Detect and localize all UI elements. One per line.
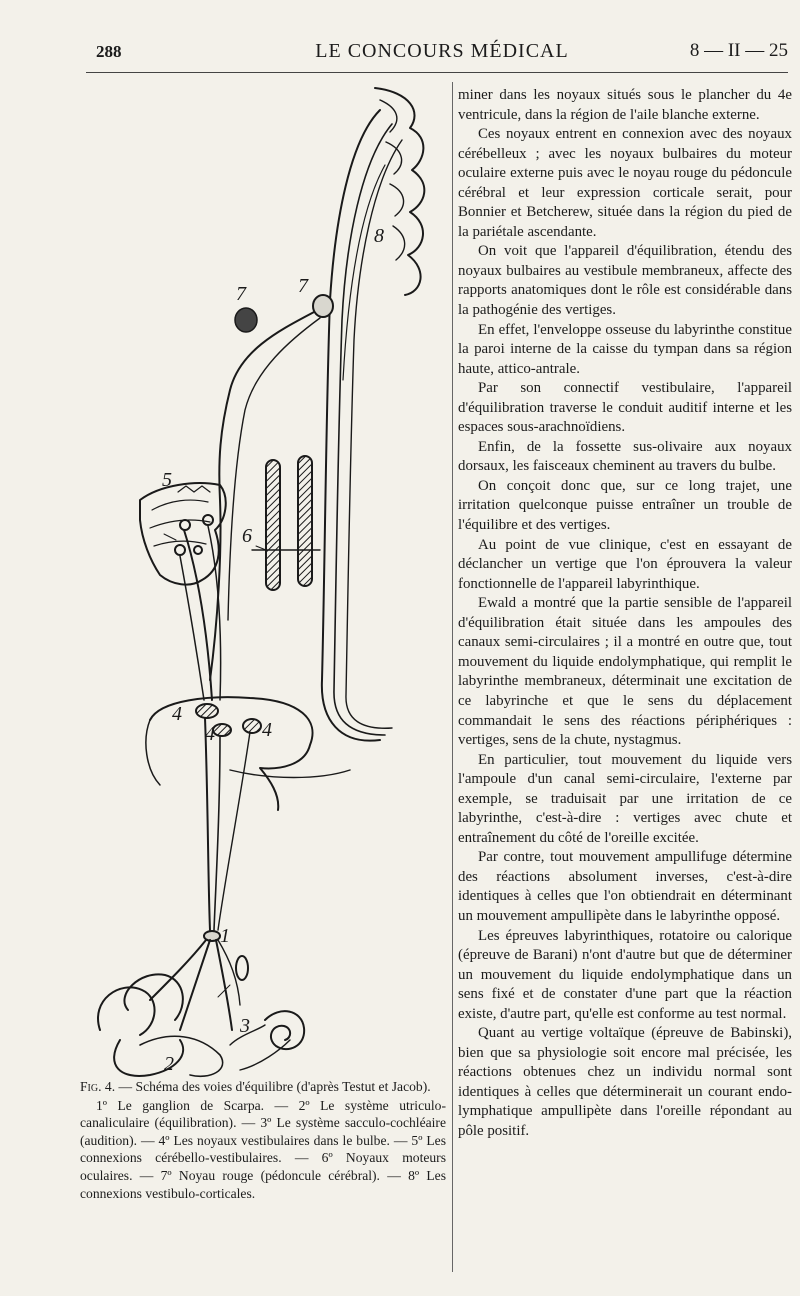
paragraph: En effet, l'enveloppe osseuse du labyrinthe constitue la paroi interne de la caisse du tympan dans sa région haute, attico-antrale. [458,321,792,377]
vestibular-pathways-diagram [80,80,450,1080]
figure-label-8: 8 [374,225,384,247]
journal-title: LE CONCOURS MÉDICAL [315,40,569,62]
cochlea [265,1011,304,1049]
figure-label-7b: 7 [298,275,308,297]
page-number: 288 [96,42,122,61]
paragraph: En particulier, tout mouvement du liquide vers l'ampoule d'un canal semi-circulaire, l'externe par exemple, se traduisait par une irritation de ce labyrinthe, c'est-à-dire : vertiges avec chute et entraînement du côté de l'oreille excitée. [458,751,792,846]
figure-label-4a: 4 [172,703,182,725]
vestibular-nucleus-a [196,704,218,718]
paragraph: Les épreuves labyrinthiques, rotatoire ou calorique (épreuve de Barani) n'ont d'autre but que de déterminer un mouvement du liquide endolymphatique dans un sens fixé et de constater d'une part que la réaction existe, d'autre part, qu'elle est conforme au test normal. [458,927,792,1022]
figure-caption [80,1078,446,1203]
body-text-column [458,86,792,1142]
paragraph: On voit que l'appareil d'équilibration, étendu des noyaux bulbaires au vestibule membraneux, affecte des rapports anatomiques dont le rôle est considérable dans la pathogénie des vertiges. [458,243,792,319]
paragraph: Par contre, tout mouvement ampullifuge détermine des réactions absolument inverses, c'est-à-dire identiques à celles que l'on obtiendrait en déterminant un mouvement ampullipète dans le labyrinthe opposé. [458,849,792,924]
paragraph: Quant au vertige voltaïque (épreuve de Babinski), bien que sa physiologie soit encore mal précisée, les réactions obtenues chez un individu normal sont identiques à celles que déterminerait un courant endo-lymphatique ampullipète dans l'oreille répondant au pôle positif. [458,1025,792,1139]
figure-label-4c: 4 [262,719,272,741]
vestibular-nerve [205,718,210,930]
header-rule [86,72,788,73]
figure-caption-label: Fig. 4. [80,1079,116,1094]
vestibular-nucleus-b [213,724,231,736]
figure-label-2: 2 [164,1053,174,1075]
issue-date: 8 — II — 25 [689,40,788,61]
red-nucleus-node [313,295,333,317]
paragraph: Ces noyaux entrent en connexion avec des noyaux cérébelleux ; avec les noyaux bulbaires du moteur oculaire externe puis avec le noyau rouge du pédoncule cérébral et leur expression corticale serait, pour Bonnier et Betcherew, située dans la région du pied de la pariétale ascendante. [458,126,792,240]
paragraph: Ewald a montré que la partie sensible de l'appareil d'équilibration était située dans les ampoules des canaux semi-circulaires ; il a montré en outre que, tout mouvement du liquide endolymphatique, qui remplit le labyrinthe membraneux, déterminait une excitation de ce labyrinche et que le sens du déplacement commandait le sens des réactions périphériques : vertiges, sens de la chute, nystagmus. [458,595,792,749]
figure-label-4b: 4 [205,723,215,745]
red-nucleus-hatched [235,308,257,332]
column-divider [452,82,453,1272]
figure-label-5: 5 [162,469,172,491]
paragraph: Enfin, de la fossette sus-olivaire aux noyaux dorsaux, les faisceaux cheminent au travers du bulbe. [458,438,792,475]
oculomotor-nucleus-left [266,460,280,590]
oculomotor-nucleus-right [298,456,312,586]
running-header [96,36,788,66]
paragraph: Par son connectif vestibulaire, l'appareil d'équilibration traverse le conduit auditif interne et les espaces sous-arachnoïdiens. [458,380,792,436]
paragraph: On conçoit donc que, sur ce long trajet, une irritation quelconque puisse entraîner un trouble de l'équilibre et des vertiges. [458,477,792,534]
paragraph: Au point de vue clinique, c'est en essayant de déclancher un vertige que l'on éprouvera la valeur fonctionnelle de l'appareil labyrinthique. [458,536,792,592]
paragraph: miner dans les noyaux situés sous le plancher du 4e ventricule, dans la région de l'aile blanche externe. [458,87,792,123]
figure-caption-title: — Schéma des voies d'équilibre (d'après Testut et Jacob). [118,1079,431,1094]
figure-caption-legend: 1º Le ganglion de Scarpa. — 2º Le système utriculo-canaliculaire (équilibration). — 3º Le système sacculo-cochléaire (audition). — 4º Les noyaux vestibulaires dans le bulbe. — 5º Les connexions cérébello-vestibulaires. — 6º Noyaux moteurs oculaires. — 7º Noyau rouge (pédoncule cérébral). — 8º Les connexions vestibulo-corticales. [80,1097,446,1201]
figure-label-1: 1 [220,925,230,947]
vestibular-nucleus-c [243,719,261,733]
figure-label-6: 6 [242,525,252,547]
figure-label-7a: 7 [236,283,246,305]
figure-label-3: 3 [240,1015,250,1037]
